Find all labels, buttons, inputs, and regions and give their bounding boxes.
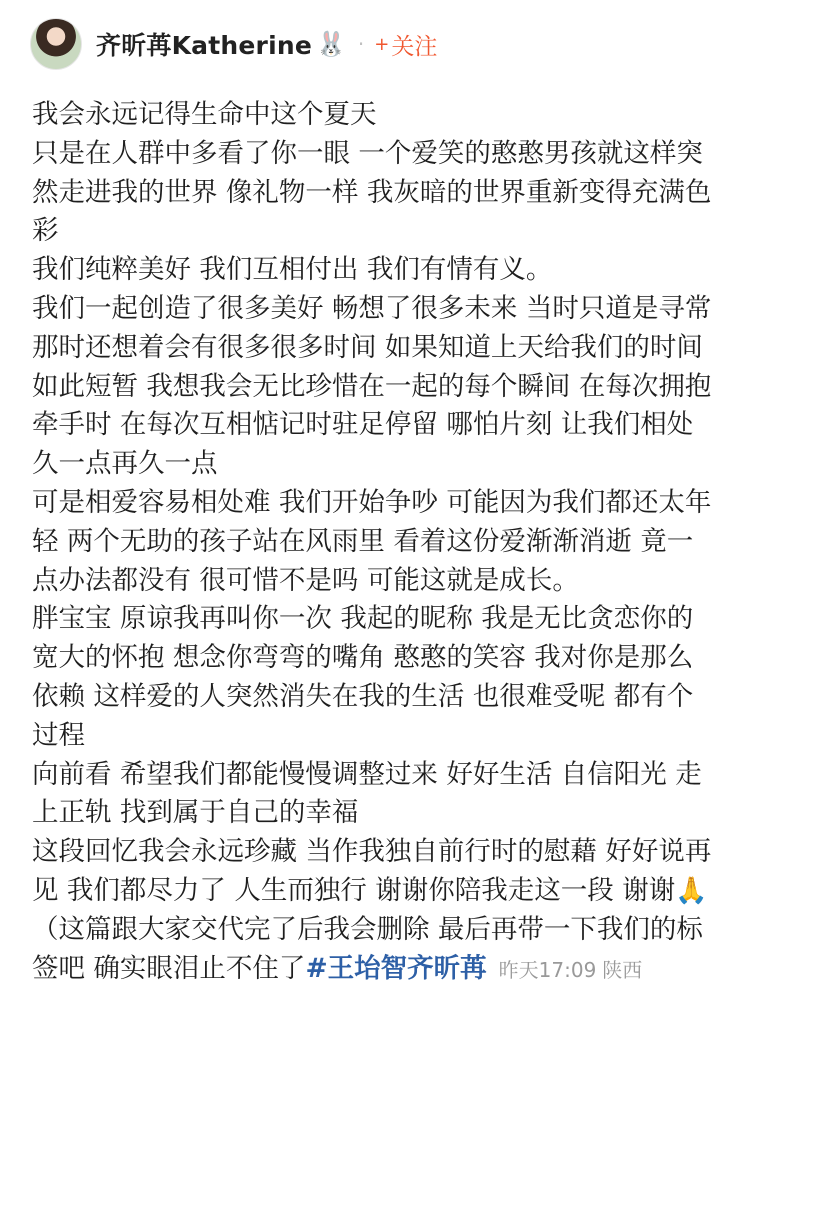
post-content [32,96,802,989]
post-line: 可是相爱容易相处难 我们开始争吵 可能因为我们都还太年 [32,486,712,518]
hashtag-link[interactable]: #王坮智齐昕苒 [305,952,487,984]
separator-dot: · [357,32,365,56]
post-line: 如此短暂 我想我会无比珍惜在一起的每个瞬间 在每次拥抱 [32,370,712,402]
post-line: 我们纯粹美好 我们互相付出 我们有情有义。 [32,254,553,286]
post-line: 这段回忆我会永远珍藏 当作我独自前行时的慰藉 好好说再 [32,836,712,868]
post-line: 我会永远记得生命中这个夏天 [32,99,377,130]
follow-button[interactable] [374,28,437,61]
post-line: 点办法都没有 很可惜不是吗 可能这就是成长。 [32,564,579,596]
username[interactable]: 齐昕苒Katherine [96,31,312,60]
post-header [30,18,437,70]
post-line: 只是在人群中多看了你一眼 一个爱笑的憨憨男孩就这样突 [32,137,703,169]
post-line: 久一点再久一点 [32,448,218,480]
post-line: 我们一起创造了很多美好 畅想了很多未来 当时只道是寻常 [32,292,712,324]
post-line: 宽大的怀抱 想念你弯弯的嘴角 憨憨的笑容 我对你是那么 [32,642,694,674]
post-line: 胖宝宝 原谅我再叫你一次 我起的昵称 我是无比贪恋你的 [32,603,694,635]
rabbit-emoji-icon: 🐰 [316,30,346,58]
post-line: 上正轨 找到属于自己的幸福 [32,797,359,829]
post-line: （这篇跟大家交代完了后我会删除 最后再带一下我们的标 [32,913,703,945]
follow-label: 关注 [391,33,438,60]
post-line: 然走进我的世界 像礼物一样 我灰暗的世界重新变得充满色 [32,176,712,208]
post-line-text: 签吧 确实眼泪止不住了 [32,952,306,984]
post-location: 陕西 [602,957,643,982]
post-line-with-emoji [32,872,802,911]
post-line: 彩 [32,215,59,247]
post-last-line [32,950,802,990]
post-line: 过程 [32,719,85,751]
post-line: 轻 两个无助的孩子站在风雨里 看着这份爱渐渐消逝 竟一 [32,525,694,557]
post-line: 依赖 这样爱的人突然消失在我的生活 也很难受呢 都有个 [32,680,694,712]
pray-emoji-icon: 🙏 [675,875,708,906]
post-timestamp: 昨天17:09 [498,957,597,982]
post-line: 那时还想着会有很多很多时间 如果知道上天给我们的时间 [32,331,703,363]
post-line: 向前看 希望我们都能慢慢调整过来 好好生活 自信阳光 走 [32,758,702,790]
post-line-text: 见 我们都尽力了 人生而独行 谢谢你陪我走这一段 谢谢 [32,874,676,906]
plus-icon: + [374,33,390,55]
avatar[interactable] [30,18,82,70]
post-line: 牵手时 在每次互相惦记时驻足停留 哪怕片刻 让我们相处 [32,409,694,441]
